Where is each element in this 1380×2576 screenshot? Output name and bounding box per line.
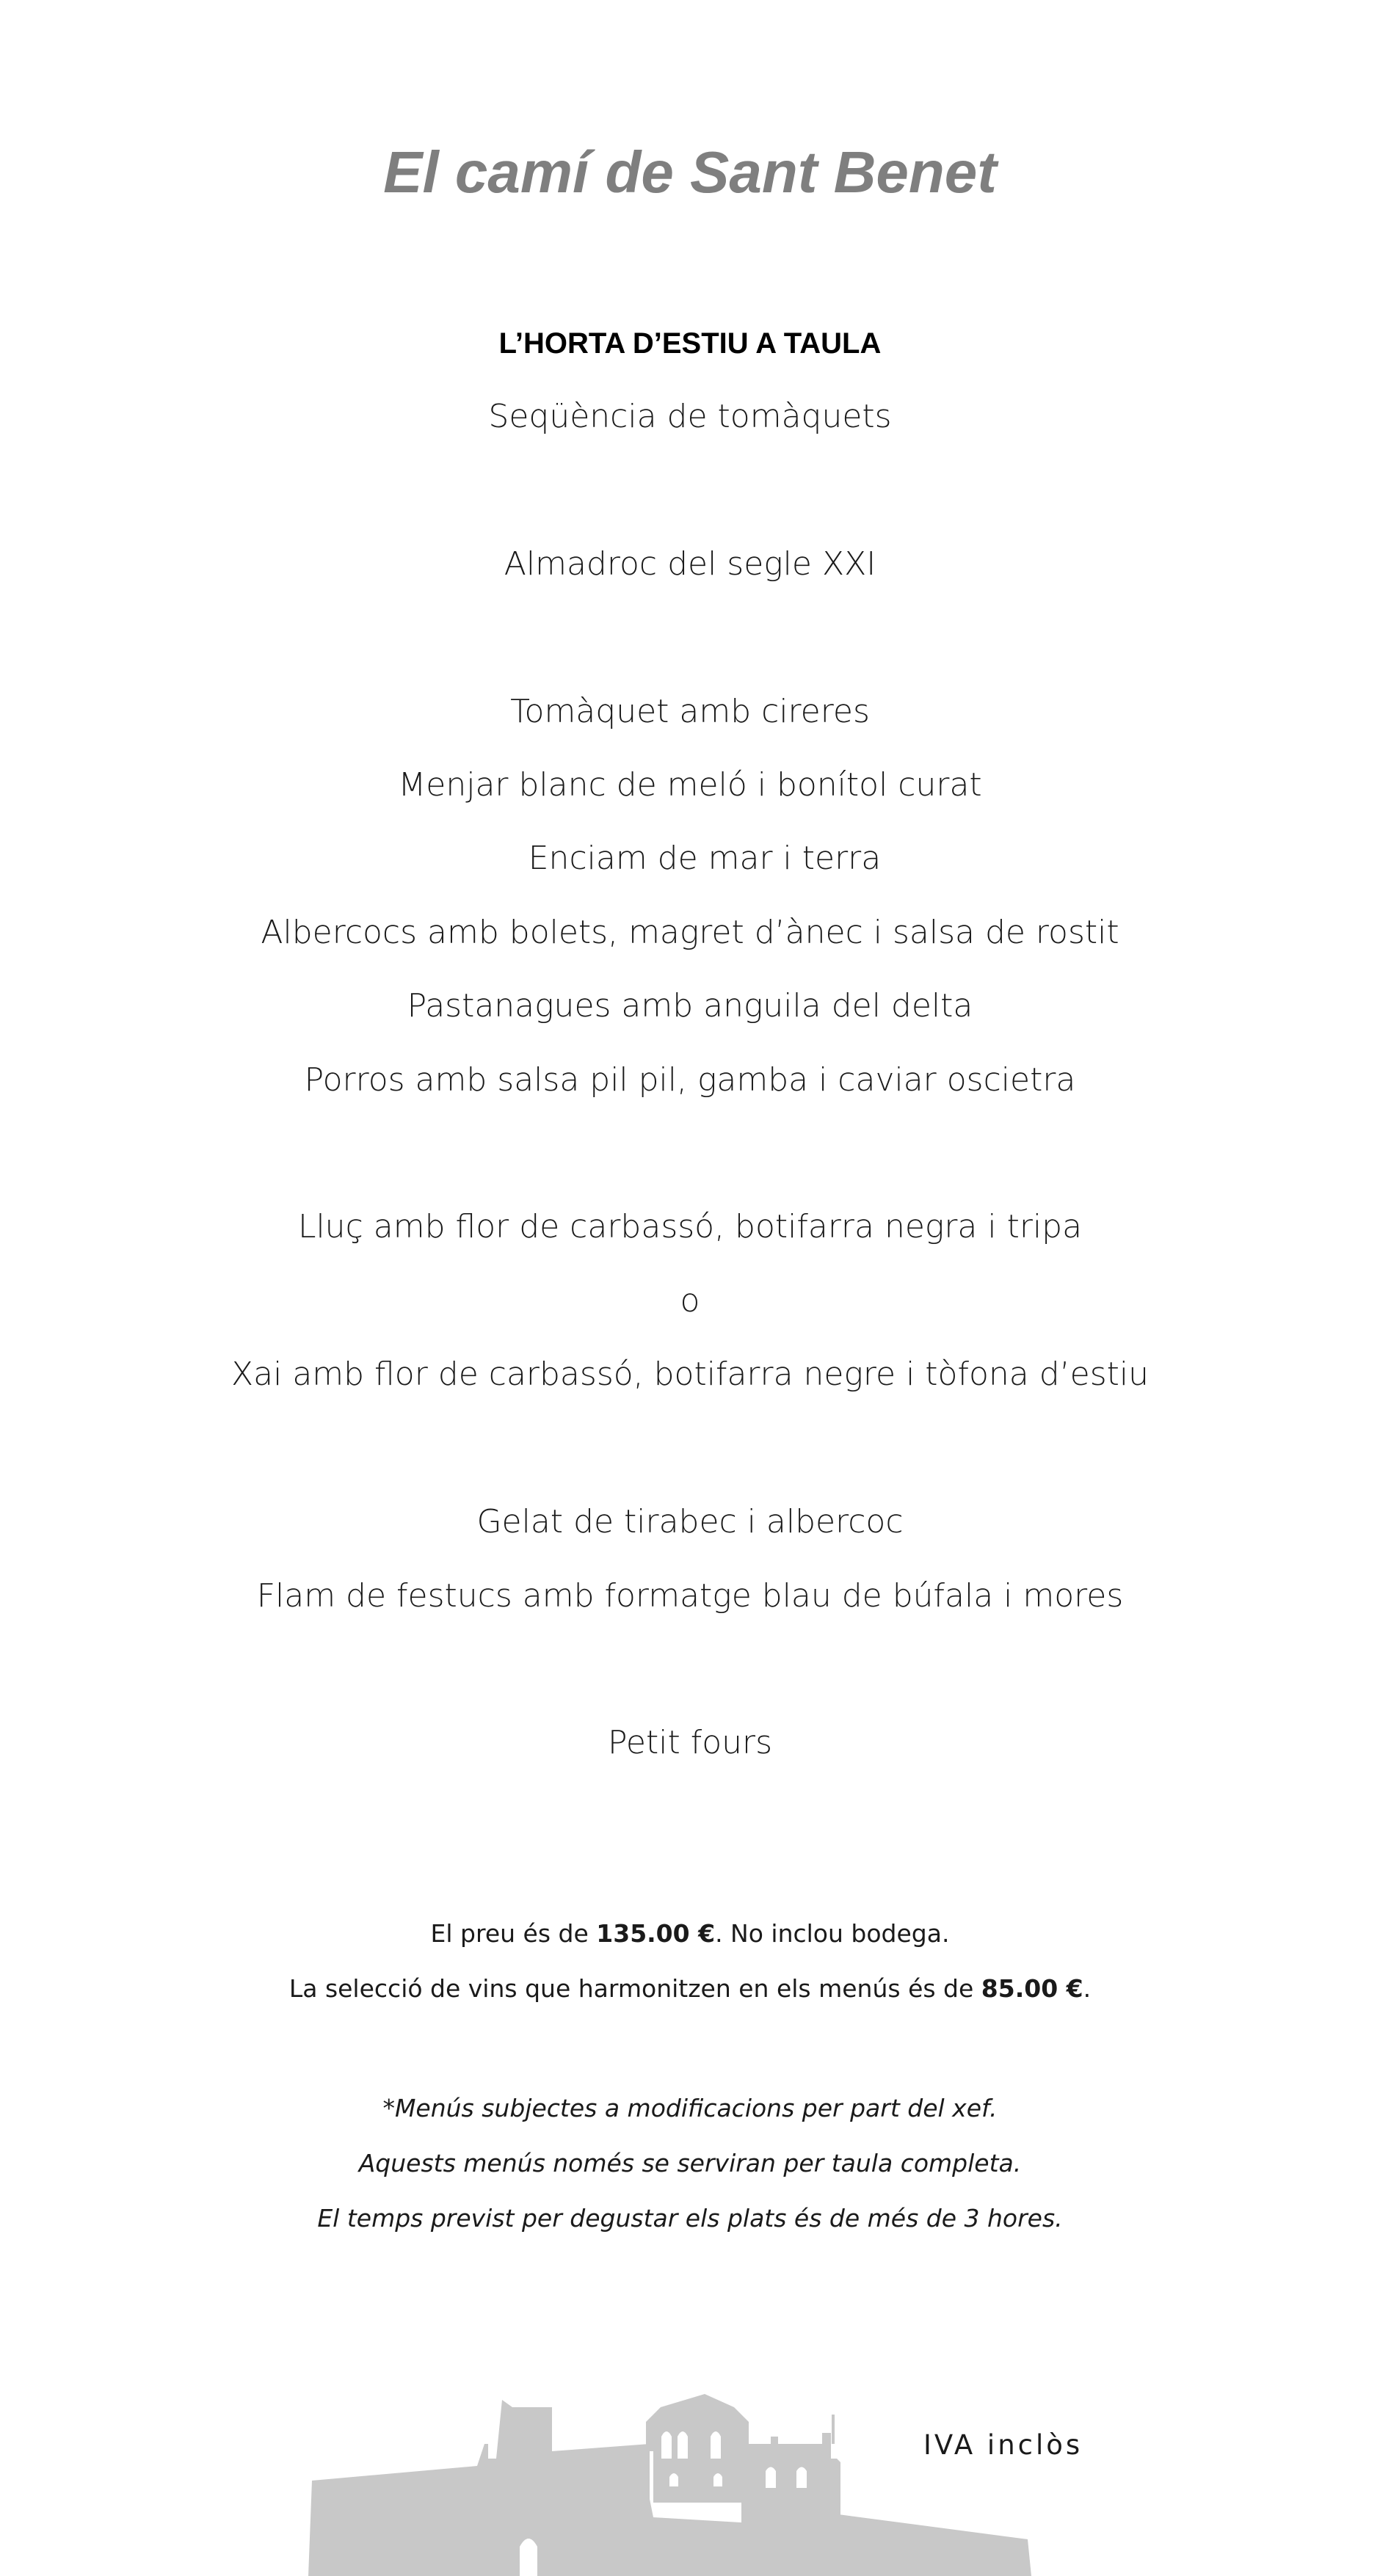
- menu-dish: Lluç amb flor de carbassó, botifarra negra i tripa: [297, 1208, 1083, 1245]
- menu-dish: Menjar blanc de meló i bonítol curat: [398, 766, 982, 804]
- wine-price-line: [0, 1971, 1380, 2007]
- menu-dish: Petit fours: [607, 1724, 773, 1761]
- menu-dish: Xai amb flor de carbassó, botifarra negre i tòfona d’estiu: [231, 1356, 1149, 1393]
- wine-price: 85.00 €: [981, 1974, 1083, 2003]
- price-suffix: . No inclou bodega.: [715, 1919, 950, 1948]
- price-line: [0, 1915, 1380, 1952]
- menu-dish: Seqüència de tomàquets: [488, 398, 892, 435]
- menu-price: 135.00 €: [596, 1919, 716, 1948]
- vat-included-label: IVA inclòs: [923, 2429, 1083, 2461]
- wine-price-prefix: La selecció de vins que harmonitzen en els menús és de: [288, 1974, 981, 2003]
- menu-dish: Flam de festucs amb formatge blau de búfala i mores: [256, 1577, 1124, 1615]
- menu-dish: Tomàquet amb cireres: [510, 693, 870, 730]
- menu-dish: Almadroc del segle XXI: [504, 545, 876, 583]
- note-modifications: *Menús subjectes a modificacions per part del xef.: [382, 2094, 998, 2122]
- note-duration: El temps previst per degustar els plats és de més de 3 hores.: [317, 2204, 1063, 2233]
- wine-price-suffix: .: [1083, 1974, 1092, 2003]
- menu-dish: Gelat de tirabec i albercoc: [476, 1503, 904, 1540]
- menu-heading: L’HORTA D’ESTIU A TAULA: [498, 327, 882, 360]
- menu-dish: Pastanagues amb anguila del delta: [407, 987, 973, 1025]
- menu-dish: Porros amb salsa pil pil, gamba i caviar oscietra: [304, 1061, 1076, 1099]
- note-full-table: Aquests menús només se serviran per taula completa.: [358, 2149, 1022, 2177]
- price-prefix: El preu és de: [430, 1919, 597, 1948]
- menu-dish: Enciam de mar i terra: [528, 840, 882, 877]
- menu-dish-separator: o: [680, 1282, 700, 1320]
- page-title: El camí de Sant Benet: [383, 139, 997, 205]
- menu-dish: Albercocs amb bolets, magret d’ànec i salsa de rostit: [261, 914, 1119, 951]
